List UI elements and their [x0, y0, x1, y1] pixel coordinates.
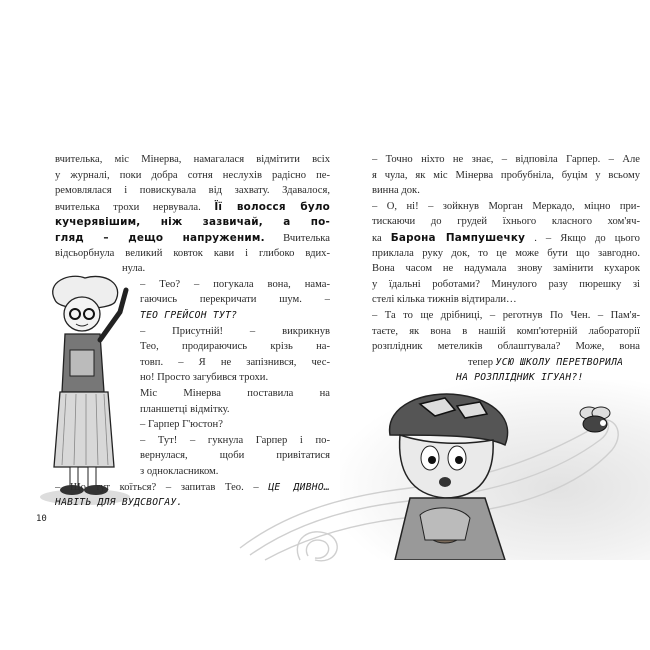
text-line [55, 480, 330, 496]
boy-with-hamster-illustration [375, 390, 545, 560]
text-segment: – Точно ніхто не знає, – відповіла Гарпер. – Але [372, 154, 640, 165]
text-line [55, 246, 330, 262]
handwritten-emphasis-text: НАВІТЬ ДЛЯ ВУДСВОГАУ. [55, 497, 183, 509]
text-segment: Вчителька [283, 233, 330, 244]
text-line [140, 339, 330, 355]
text-line [140, 433, 330, 449]
text-line [55, 168, 330, 184]
text-line [55, 183, 330, 199]
text-line [372, 339, 640, 355]
text-line [140, 277, 330, 293]
text-segment: ремовлялася і повискувала від захвату. Здавалося, [55, 185, 330, 197]
text-line [122, 261, 222, 277]
text-line [372, 324, 640, 340]
text-segment: – Тео? – погукала вона, нама- [140, 278, 330, 290]
text-segment: з однокласником. [140, 466, 219, 477]
text-line [55, 152, 330, 168]
text-line [140, 464, 330, 480]
text-line [140, 402, 330, 418]
text-line [372, 277, 640, 293]
text-line [140, 308, 330, 324]
text-segment: тепер [468, 356, 496, 368]
bold-emphasis-text: кучерявішим, ніж зазвичай, а по- [55, 216, 330, 229]
text-segment: нула. [122, 263, 146, 275]
bold-emphasis-text: Її волосся було [214, 200, 330, 213]
text-segment: вчителька, міс Мінерва, намагалася відмітити всіх [55, 154, 330, 165]
text-line [372, 168, 640, 184]
text-segment: стелі кілька тижнів відтирали… [372, 294, 517, 306]
text-segment: тискаючи до грудей їхнього класного хом'яч- [372, 216, 640, 228]
text-line [55, 495, 330, 511]
text-segment: Вона часом не надумала знову замінити кухарок [372, 263, 640, 275]
text-segment: я чула, як міс Мінерва пробубніла, буцім у всьому [372, 169, 640, 181]
text-line [140, 292, 330, 308]
text-line [468, 355, 640, 371]
text-line [140, 370, 330, 386]
text-segment: у журналі, поки добра сотня неслухів радісно пе- [55, 169, 330, 181]
text-segment: – О, ні! – зойкнув Морган Меркадо, міцно при- [372, 200, 640, 212]
text-segment: – Та то ще дрібниці, – реготнув По Чен. – Пам'я- [372, 310, 640, 321]
text-segment: гаючись перекричати шум. – [140, 294, 330, 306]
text-segment: планшетці відмітку. [140, 403, 230, 415]
text-segment: – Присутній! – викрикнув [140, 325, 330, 337]
text-line [372, 214, 640, 230]
text-segment: – Що тут коїться? – запитав Тео. – [55, 481, 269, 493]
text-segment: відсьорбнула великий ковток кави і глибоко вдих- [55, 247, 330, 259]
text-segment: товп. – Я не запізнився, чес- [140, 356, 330, 368]
text-segment: – Гарпер Г'юстон? [140, 419, 223, 431]
text-line [140, 448, 330, 464]
text-segment: розплідник метеликів облаштувала? Може, вона [372, 341, 640, 353]
text-line [372, 261, 640, 277]
text-segment: Тео, продираючись крізь на- [140, 341, 330, 353]
text-segment: – Тут! – гукнула Гарпер і по- [140, 434, 330, 446]
text-line [140, 355, 330, 371]
handwritten-emphasis-text: НА РОЗПЛІДНИК ІГУАН?! [456, 372, 584, 384]
text-line [372, 292, 640, 308]
text-line [372, 246, 640, 262]
text-line [372, 230, 640, 246]
text-segment: у їдальні роботами? Минулого разу пюрешку зі [372, 278, 640, 290]
text-line [140, 386, 330, 402]
text-segment: но! Просто загубився трохи. [140, 372, 269, 384]
handwritten-emphasis-text: ТЕО ГРЕЙСОН ТУТ? [140, 310, 238, 321]
handwritten-emphasis-text: УСЮ ШКОЛУ ПЕРЕТВОРИЛА [495, 356, 624, 368]
text-line [372, 199, 640, 215]
text-segment: таєте, як вона в нашій комп'ютерній лабораторії [372, 325, 640, 337]
text-line [140, 324, 330, 340]
text-segment: винна док. [372, 185, 420, 197]
text-segment: вернулася, щоби привітатися [140, 450, 330, 462]
bold-emphasis-text: гляд – дещо напруженим. [55, 232, 265, 244]
text-segment: вчителька трохи нервувала. [55, 201, 215, 213]
text-segment: ка [372, 233, 391, 244]
page-number: 10 [36, 514, 47, 524]
text-line [55, 230, 330, 246]
text-line [140, 417, 330, 433]
teacher-illustration [30, 272, 140, 512]
text-segment: приклала руку док, то це може бути що завгодно. [372, 247, 640, 259]
text-segment: Міс Мінерва поставила на [140, 388, 330, 399]
text-line [456, 370, 640, 386]
text-line [55, 214, 330, 230]
handwritten-emphasis-text: ЦЕ ДИВНО… [268, 481, 330, 493]
robot-fly-illustration [575, 405, 615, 435]
bold-emphasis-text: Барона Пампушечку [390, 232, 526, 244]
text-line [372, 308, 640, 324]
text-line [372, 183, 640, 199]
text-line [55, 199, 330, 215]
text-line [372, 152, 640, 168]
text-segment: . – Якщо до цього [534, 233, 640, 244]
